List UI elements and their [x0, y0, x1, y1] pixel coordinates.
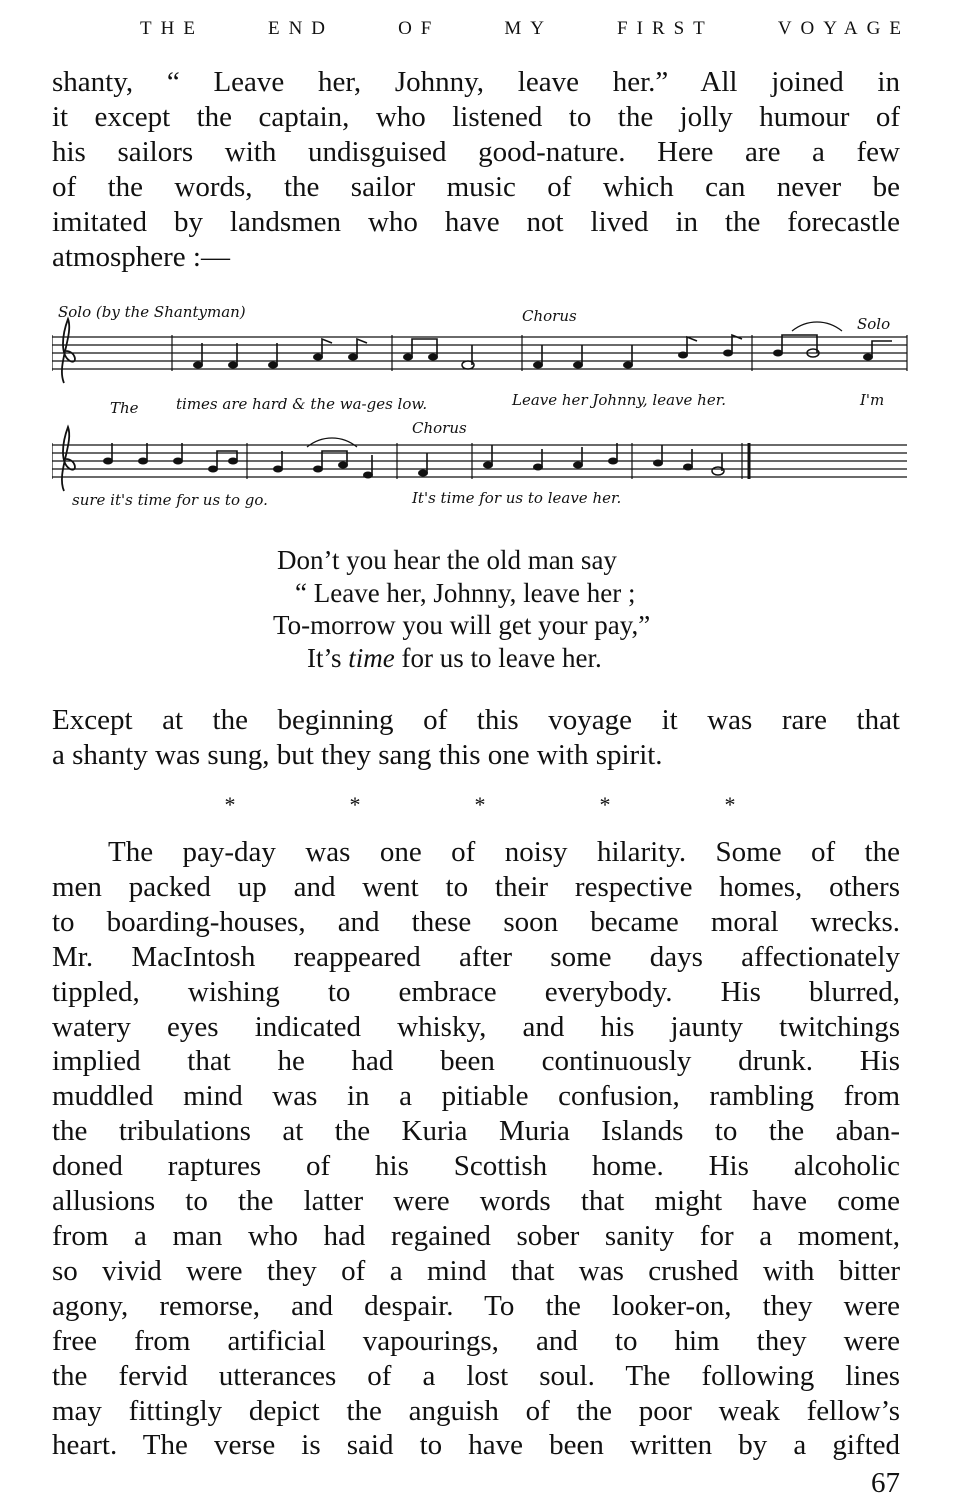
text-line: to boarding-houses, and these soon became moral wrecks. [52, 905, 900, 938]
running-header [140, 18, 910, 40]
lyric: times are hard & the wa-ges low. [176, 395, 428, 413]
text-line: Except at the beginning of this voyage it was rare that [52, 704, 900, 736]
text-line: allusions to the latter were words that might have come [52, 1185, 900, 1218]
asterisk: * [724, 792, 736, 817]
paragraph-payday [52, 835, 900, 1463]
section-break [200, 792, 760, 818]
header-word: THE [140, 18, 204, 39]
text-line: atmosphere :— [52, 240, 230, 273]
text-line: free from artificial vapourings, and to him they were [52, 1324, 900, 1357]
asterisk: * [224, 792, 236, 817]
text-line: implied that he had been continuously drunk. His [52, 1045, 900, 1078]
verse-line-4 [307, 642, 960, 675]
header-word: FIRST [617, 18, 714, 39]
paragraph-intro [52, 65, 900, 274]
text-line: doned raptures of his Scottish home. His alcoholic [52, 1150, 900, 1183]
text-line: his sailors with undisguised good-nature. Here are a few [52, 135, 900, 168]
text-line: of the words, the sailor music of which can never be [52, 170, 900, 203]
text-line: shanty, “ Leave her, Johnny, leave her.” All joined in [52, 66, 900, 98]
verse-line: Don’t you hear the old man say [277, 545, 617, 575]
text-line: so vivid were they of a mind that was crushed with bitter [52, 1254, 900, 1287]
lyric: Leave her Johnny, leave her. [512, 391, 726, 409]
lyric: The [110, 399, 139, 417]
verse-line: To-morrow you will get your pay,” [273, 610, 651, 640]
text-line: Mr. MacIntosh reappeared after some days affectionately [52, 940, 900, 973]
text-line: the fervid utterances of a lost soul. The following lines [52, 1359, 900, 1392]
solo-label: Solo (by the Shantyman) [58, 303, 246, 321]
header-word: MY [504, 18, 554, 39]
text-line: men packed up and went to their respective homes, others [52, 870, 900, 903]
chorus-label: Chorus [522, 307, 577, 325]
lyric: It's time for us to leave her. [412, 489, 622, 507]
text-line: the tribulations at the Kuria Muria Islands to the aban- [52, 1115, 900, 1148]
paragraph-shanty-note [52, 703, 900, 773]
text-line: muddled mind was in a pitiable confusion, rambling from [52, 1080, 900, 1113]
asterisk: * [349, 792, 361, 817]
page-number: 67 [871, 1467, 900, 1499]
verse-block [0, 544, 960, 674]
chorus-label-2: Chorus [412, 419, 467, 437]
staff-2 [52, 427, 907, 491]
text-line: imitated by landsmen who have not lived in the forecastle [52, 205, 900, 238]
asterisk: * [599, 792, 611, 817]
lyric: I'm [860, 391, 885, 409]
verse-emphasis: time [348, 642, 395, 673]
music-notation [52, 295, 912, 525]
text-line: The pay-day was one of noisy hilarity. Some of the [108, 836, 900, 868]
header-word: OF [398, 18, 441, 39]
text-line: may fittingly depict the anguish of the poor weak fellow’s [52, 1394, 900, 1427]
text-line: watery eyes indicated whisky, and his jaunty twitchings [52, 1010, 900, 1043]
verse-text: for us to leave her. [394, 642, 602, 673]
staff-1 [52, 319, 907, 383]
text-line: heart. The verse is said to have been written by a gifted [52, 1429, 900, 1462]
text-line: tippled, wishing to embrace everybody. His blurred, [52, 975, 900, 1008]
verse-text: It’s [307, 642, 349, 673]
asterisk: * [474, 792, 486, 817]
lyric: sure it's time for us to go. [72, 491, 268, 509]
verse-line: “ Leave her, Johnny, leave her ; [295, 577, 636, 608]
header-word: END [267, 18, 335, 39]
text-line: from a man who had regained sober sanity for a moment, [52, 1219, 900, 1252]
text-line: agony, remorse, and despair. To the looker-on, they were [52, 1289, 900, 1322]
solo-end-label: Solo [857, 315, 891, 333]
text-line: it except the captain, who listened to the jolly humour of [52, 100, 900, 133]
header-word: VOYAGE [777, 18, 910, 39]
text-line: a shanty was sung, but they sang this one with spirit. [52, 738, 663, 771]
